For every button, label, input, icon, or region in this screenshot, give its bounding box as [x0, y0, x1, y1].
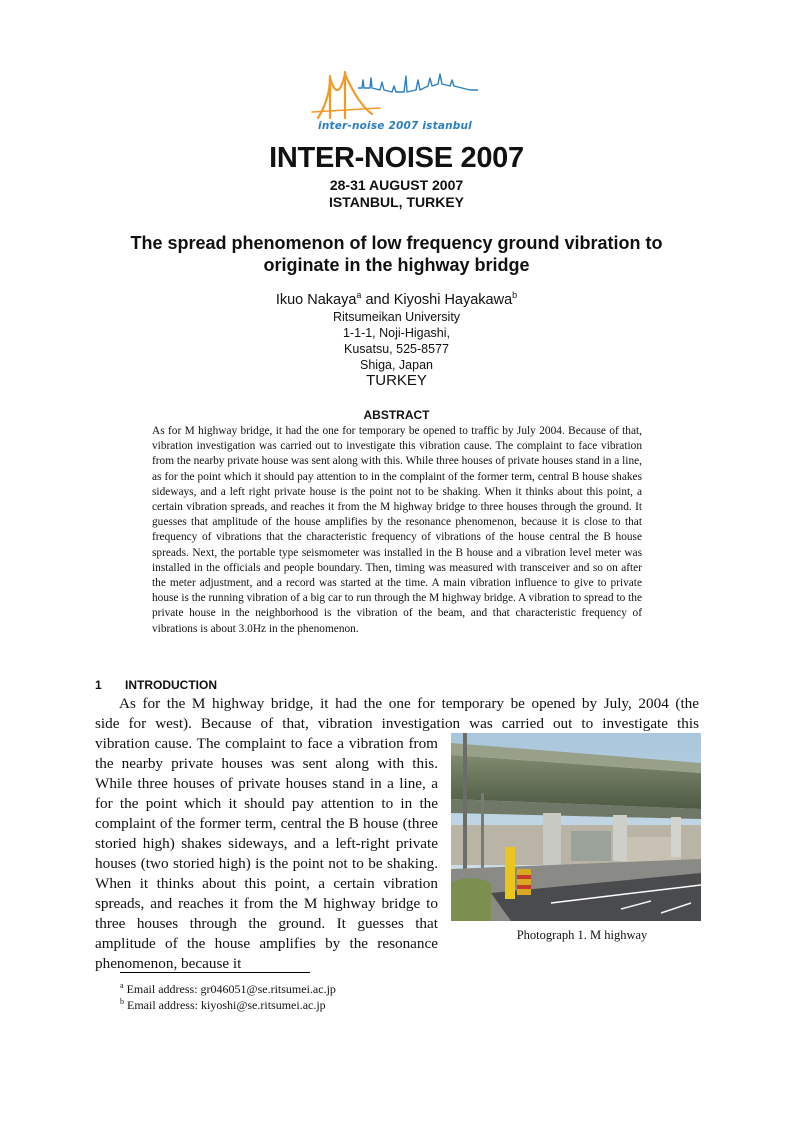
footnote-a: [120, 981, 336, 997]
author-line: [0, 290, 793, 308]
affiliation-line: Shiga, Japan: [360, 358, 433, 372]
author-connector: and: [361, 291, 394, 308]
footnote-a-text: Email address: gr046051@se.ritsumei.ac.jp: [123, 982, 336, 996]
affiliation-line: 1-1-1, Noji-Higashi,: [343, 326, 450, 340]
affiliation-line: Kusatsu, 525-8577: [344, 342, 449, 356]
author-1: Ikuo Nakaya: [275, 291, 357, 308]
intro-full-width-text: [95, 694, 699, 734]
footnote-a-marker: a: [120, 981, 124, 990]
affiliation-line: Ritsumeikan University: [332, 310, 461, 324]
intro-line-1: As for the M highway bridge, it had the one for temporary be opened by July, 2004 (the: [119, 695, 699, 712]
abstract-heading: ABSTRACT: [363, 408, 430, 422]
section-number: 1: [95, 678, 102, 692]
author-2: Kiyoshi Hayakawa: [393, 291, 513, 308]
intro-line-2: side for west). Because of that, vibration investigation was carried out to investigate this: [95, 715, 699, 732]
conference-date: 28-31 AUGUST 2007: [329, 177, 464, 193]
highway-bridge-photo: [451, 733, 701, 921]
author-2-marker: b: [512, 290, 518, 300]
footnote-b-text: Email address: kiyoshi@se.ritsumei.ac.jp: [124, 998, 326, 1012]
footnote-b-marker: b: [120, 997, 124, 1006]
conference-place: ISTANBUL, TURKEY: [328, 194, 465, 210]
intro-column-text: vibration cause. The complaint to face a vibration from the nearby private houses was sent along with this. While three houses of private houses stand in a line, a for the point which it should pay attention to in the complaint of the former term, central the B house (three storied high) shakes sideways, and a left-right private houses (two storied high) is the point not to be shaking. When it thinks about this point, a certain vibration spreads, and reaches it from the M highway bridge to three houses through the ground. It guesses that amplitude of the house amplifies by the resonance phenomenon, because it: [95, 735, 438, 972]
photo-caption: Photograph 1. M highway: [516, 928, 648, 942]
abstract-body: As for M highway bridge, it had the one for temporary be opened to traffic by July 2004. Because of that, vibration investigation was carried out to investigate this vibration cause. The complaint to face vibration from the nearby private house was sent along with this. While three houses of private houses stand in a line, as for the point which it should pay attention to in the complaint of the former term, central B house shakes sideways, and a left right private house is the point not to be shaking. When it thinks about this point, a certain vibration spreads, and reaches it from the M highway bridge to three houses through the ground. It guesses that amplitude of the house amplifies by the resonance phenomenon, because it is close to that frequency of vibrations that the characteristic frequency of vibrations of the house central the B house spreads. Next, the portable type seismometer was installed in the B house and a vibration level meter was installed in the officials and people boundary. Then, timing was measured with transceiver and so on after the meter adjustment, and a record was started at the time. A main vibration influence to give to private house is the running vibration of a big car to run through the M highway bridge. A vibration to spread to the private house in the neighborhood is the vibration of the beam, and that characteristic frequency of vibrations is about 3.0Hz in the phenomenon.: [152, 425, 642, 635]
conference-title: INTER-NOISE 2007: [269, 142, 524, 174]
section-title: INTRODUCTION: [125, 678, 217, 692]
logo-text: inter-noise 2007 istanbul: [318, 120, 472, 132]
author-1-marker: a: [356, 290, 362, 300]
section-heading: [95, 678, 217, 692]
paper-title: [0, 232, 793, 276]
footnote-b: [120, 997, 326, 1013]
affiliation-country: TURKEY: [366, 372, 427, 389]
footnote-rule: [120, 972, 310, 973]
paper-title-line-2: originate in the highway bridge: [263, 255, 530, 275]
paper-title-line-1: The spread phenomenon of low frequency ground vibration to: [130, 233, 663, 253]
